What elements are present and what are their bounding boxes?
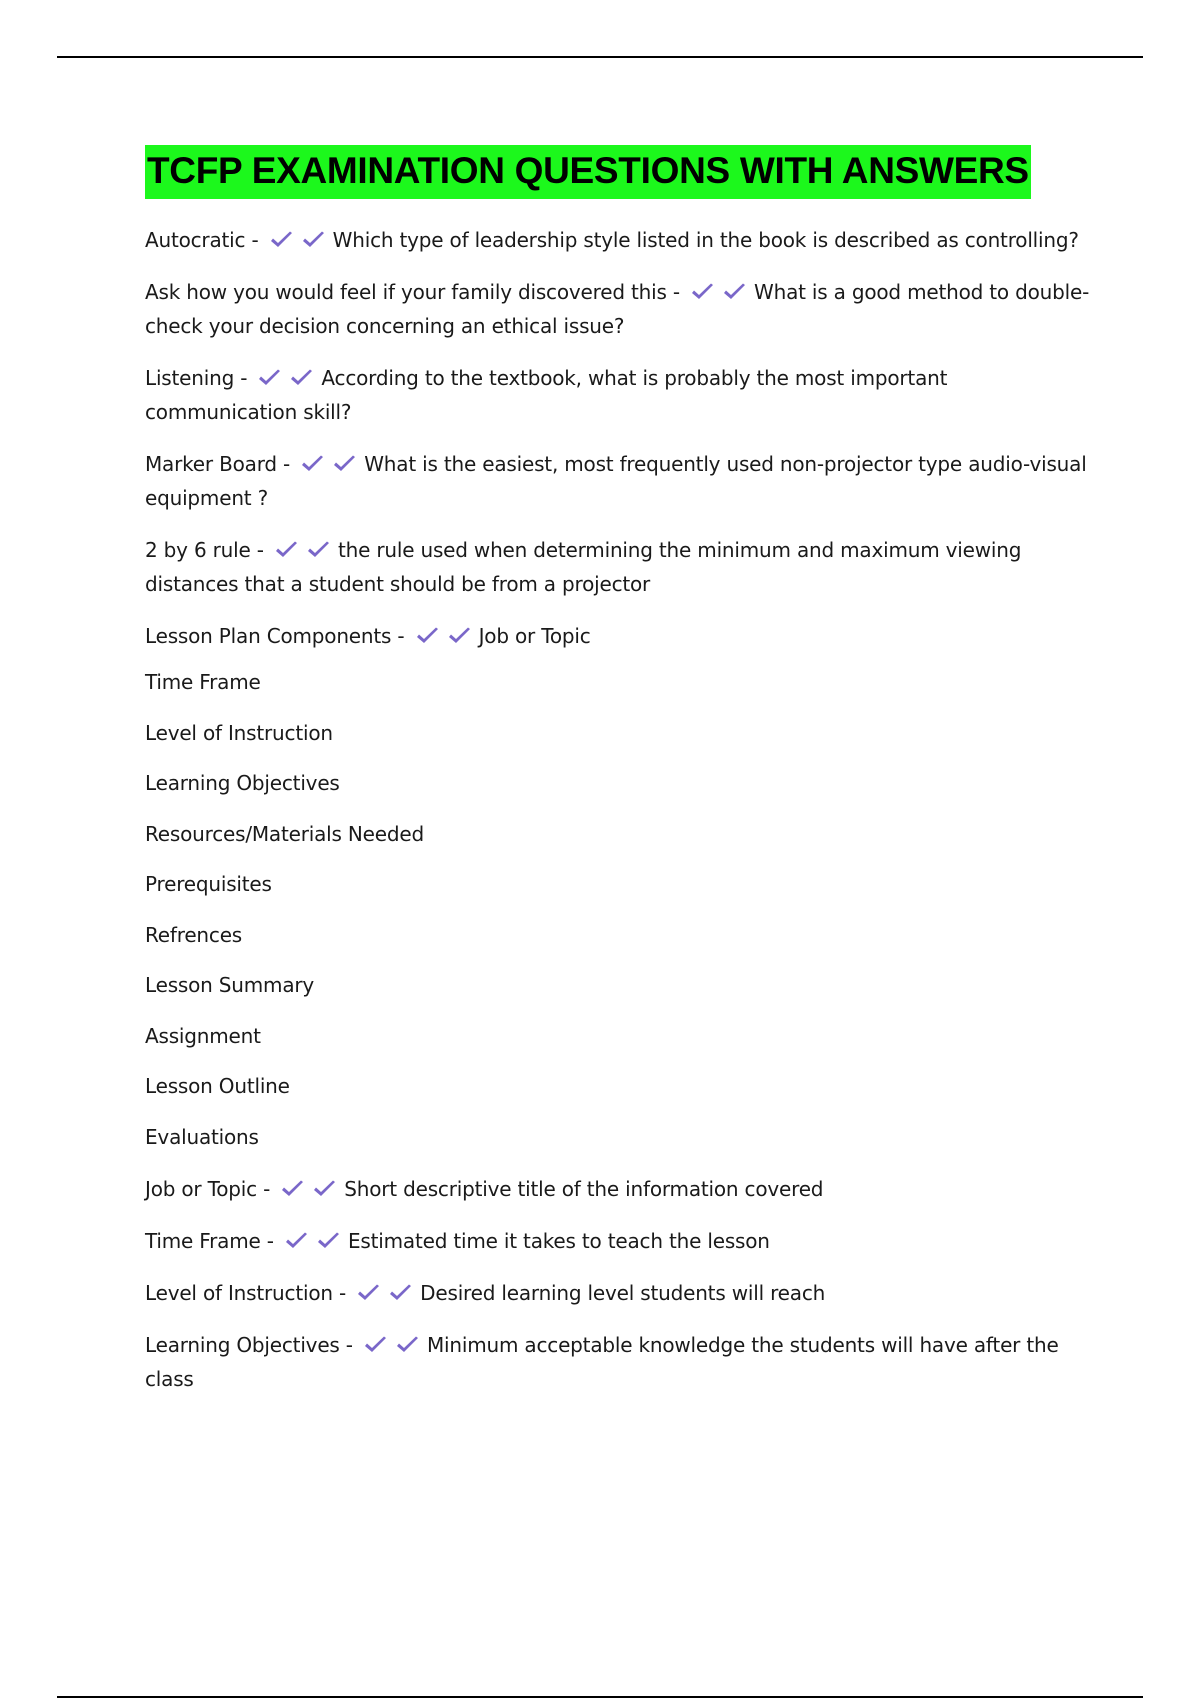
entry-definition: Estimated time it takes to teach the lesson bbox=[347, 1228, 770, 1253]
entry-definition: According to the textbook, what is probably the most important communication skill? bbox=[145, 366, 948, 424]
entry-term: Level of Instruction bbox=[145, 1280, 333, 1305]
check-icon bbox=[257, 368, 282, 388]
entry-definition: What is the easiest, most frequently used non-projector type audio-visual equipment ? bbox=[145, 452, 1087, 510]
entry-term: Autocratic bbox=[145, 228, 246, 252]
check-icon bbox=[300, 454, 325, 474]
component-line: Assignment bbox=[145, 1023, 261, 1048]
document-title: TCFP EXAMINATION QUESTIONS WITH ANSWERS bbox=[145, 145, 1031, 199]
component-line: Lesson Summary bbox=[145, 973, 315, 997]
check-icon bbox=[332, 454, 357, 474]
component-line: Resources/Materials Needed bbox=[145, 821, 424, 846]
entry-separator: - bbox=[250, 538, 270, 562]
entry-separator: - bbox=[339, 1332, 359, 1357]
entry-term: Learning Objectives bbox=[145, 1332, 340, 1357]
entry-separator: - bbox=[256, 1176, 277, 1201]
entry-definition: What is a good method to double-check your decision concerning an ethical issue? bbox=[145, 280, 1090, 338]
qa-entry bbox=[145, 447, 1095, 515]
entry-term: Ask how you would feel if your family discovered this bbox=[145, 280, 667, 304]
check-icon bbox=[356, 1283, 381, 1303]
component-line: Lesson Outline bbox=[145, 1074, 290, 1098]
qa-entry bbox=[145, 533, 1095, 601]
entry-separator: - bbox=[391, 624, 411, 648]
component-line: Refrences bbox=[145, 922, 243, 947]
entry-definition: Short descriptive title of the information covered bbox=[344, 1176, 824, 1201]
qa-entry bbox=[145, 1172, 1095, 1206]
component-line: Evaluations bbox=[145, 1124, 259, 1149]
check-icon bbox=[284, 1231, 309, 1251]
component-line: Time Frame bbox=[145, 670, 261, 694]
check-icon bbox=[301, 230, 326, 250]
check-icon bbox=[447, 626, 472, 646]
check-icon bbox=[316, 1231, 341, 1251]
check-icon bbox=[289, 368, 314, 388]
qa-list bbox=[145, 223, 1095, 1396]
entry-definition: Job or Topic bbox=[478, 624, 591, 648]
qa-entry bbox=[145, 361, 1095, 429]
check-icon bbox=[280, 1179, 305, 1199]
check-icon bbox=[722, 282, 747, 302]
component-line: Learning Objectives bbox=[145, 771, 340, 795]
entry-term: Job or Topic bbox=[145, 1176, 257, 1201]
entry-separator: - bbox=[234, 366, 254, 390]
check-icon bbox=[306, 540, 331, 560]
qa-entry bbox=[145, 275, 1095, 343]
check-icon bbox=[395, 1335, 420, 1355]
check-icon bbox=[363, 1335, 388, 1355]
entry-separator: - bbox=[276, 452, 297, 476]
entry-separator: - bbox=[260, 1228, 280, 1253]
qa-entry bbox=[145, 223, 1095, 257]
entry-definition: Desired learning level students will reach bbox=[420, 1280, 826, 1305]
qa-entry bbox=[145, 1276, 1095, 1310]
entry-term: Lesson Plan Components bbox=[145, 624, 392, 648]
qa-entry bbox=[145, 1328, 1095, 1396]
check-icon bbox=[415, 626, 440, 646]
check-icon bbox=[274, 540, 299, 560]
entry-term: 2 by 6 rule bbox=[145, 538, 251, 562]
entry-definition: Which type of leadership style listed in the book is described as controlling? bbox=[332, 228, 1079, 252]
entry-definition: Minimum acceptable knowledge the students will have after the class bbox=[145, 1332, 1059, 1391]
component-line: Level of Instruction bbox=[145, 720, 333, 745]
check-icon bbox=[388, 1283, 413, 1303]
check-icon bbox=[312, 1179, 337, 1199]
entry-term: Listening bbox=[145, 366, 235, 390]
qa-entry bbox=[145, 619, 1095, 653]
entry-term: Marker Board bbox=[145, 452, 277, 476]
check-icon bbox=[690, 282, 715, 302]
check-icon bbox=[269, 230, 294, 250]
entry-separator: - bbox=[332, 1280, 353, 1305]
entry-separator: - bbox=[666, 280, 687, 304]
qa-entry bbox=[145, 1224, 1095, 1258]
bottom-rule bbox=[57, 1696, 1143, 1698]
top-rule bbox=[57, 56, 1143, 58]
entry-separator: - bbox=[245, 228, 265, 252]
document-body bbox=[145, 145, 1095, 1414]
entry-term: Time Frame bbox=[145, 1228, 261, 1253]
component-line: Prerequisites bbox=[145, 872, 272, 896]
entry-definition: the rule used when determining the minimum and maximum viewing distances that a student should be from a projector bbox=[145, 538, 1022, 596]
